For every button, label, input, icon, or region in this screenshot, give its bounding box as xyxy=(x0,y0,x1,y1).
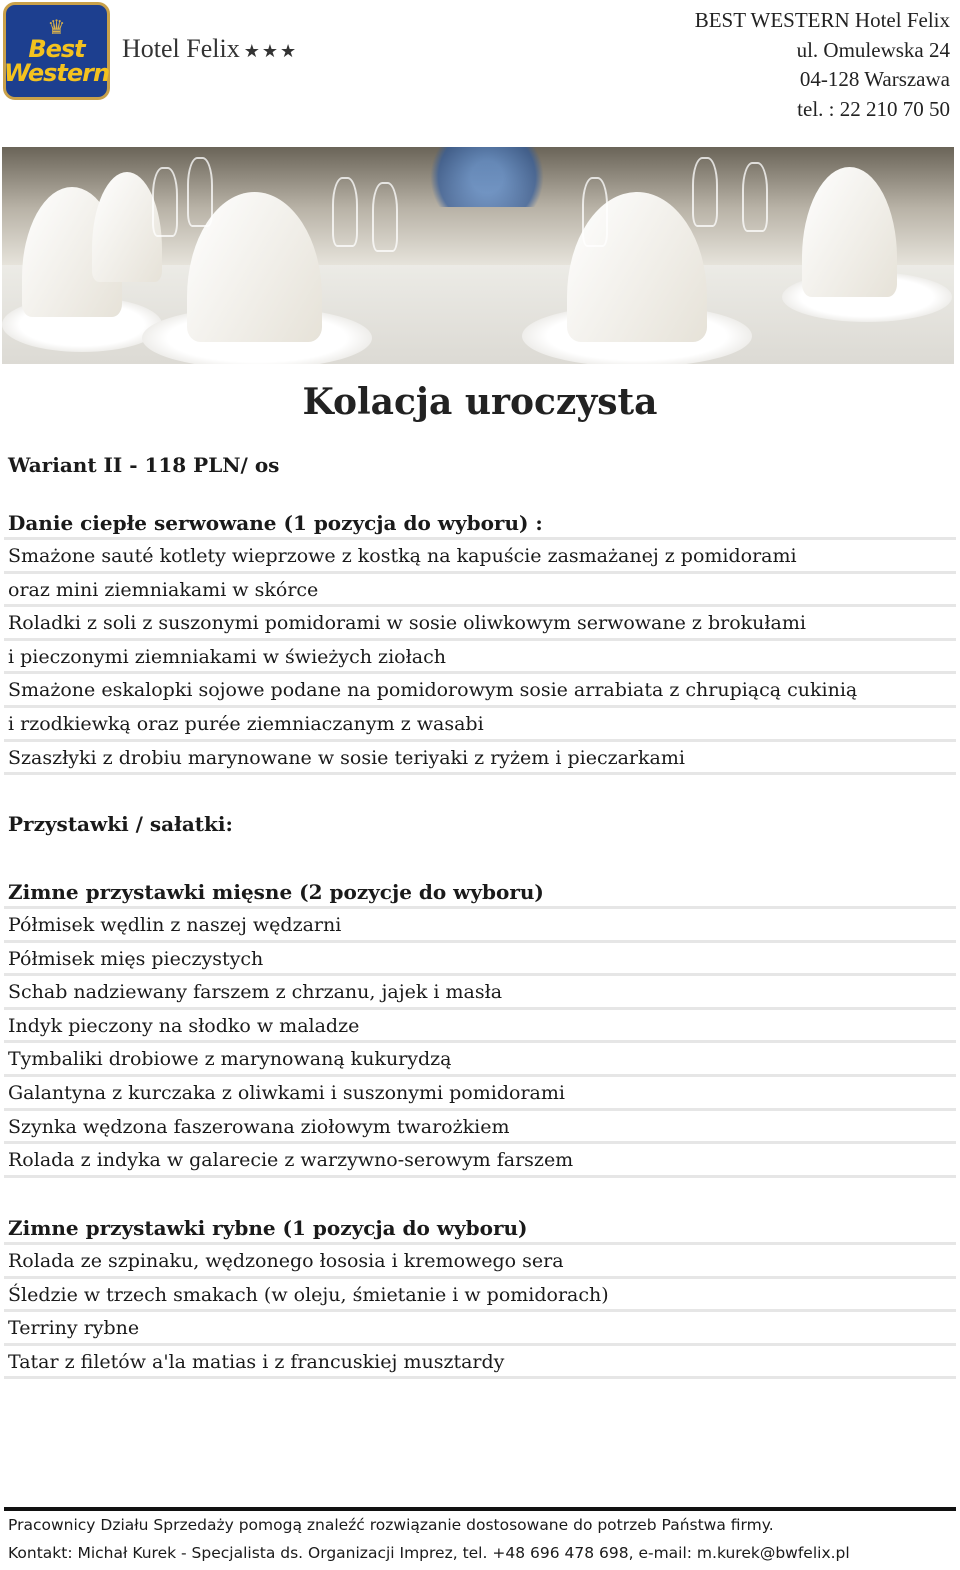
flower-centerpiece xyxy=(412,147,562,207)
wine-glass xyxy=(372,182,398,252)
address-line: BEST WESTERN Hotel Felix xyxy=(694,8,950,32)
menu-line: i rzodkiewką oraz purée ziemniaczanym z wasabi xyxy=(4,708,956,742)
starters-heading: Przystawki / sałatki: xyxy=(8,812,233,836)
hotel-address xyxy=(695,6,950,124)
menu-line: Terriny rybne xyxy=(4,1312,956,1346)
logo-text-western: Western xyxy=(3,59,110,87)
address-line: ul. Omulewska 24 xyxy=(796,37,950,62)
banquet-table-photo xyxy=(2,147,954,364)
wine-glass xyxy=(742,162,768,232)
footer xyxy=(4,1507,956,1567)
wine-glass xyxy=(692,157,718,227)
menu-line: Rolada ze szpinaku, wędzonego łososia i kremowego sera xyxy=(4,1245,956,1279)
menu-line: Śledzie w trzech smakach (w oleju, śmietanie i w pomidorach) xyxy=(4,1279,956,1313)
wine-glass xyxy=(152,167,178,237)
variant-price: Wariant II - 118 PLN/ os xyxy=(8,453,280,477)
menu-line: Tatar z filetów a'la matias i z francuskiej musztardy xyxy=(4,1346,956,1380)
menu-line: Rolada z indyka w galarecie z warzywno-serowym farszem xyxy=(4,1144,956,1178)
menu-line: Schab nadziewany farszem z chrzanu, jajek i masła xyxy=(4,976,956,1010)
main-course-section xyxy=(4,506,956,775)
cold-meat-section xyxy=(4,875,956,1178)
menu-line: Roladki z soli z suszonymi pomidorami w sosie oliwkowym serwowane z brokułami xyxy=(4,607,956,641)
menu-line: Półmisek mięs pieczystych xyxy=(4,943,956,977)
address-line: 04-128 Warszawa xyxy=(799,67,950,91)
logo-text-best: Best xyxy=(28,35,85,63)
menu-line: Szaszłyki z drobiu marynowane w sosie teriyaki z ryżem i pieczarkami xyxy=(4,742,956,776)
section-title: Zimne przystawki mięsne (2 pozycje do wyboru) xyxy=(4,875,956,909)
section-title: Danie ciepłe serwowane (1 pozycja do wyboru) : xyxy=(4,506,956,540)
menu-line: Szynka wędzona faszerowana ziołowym twarożkiem xyxy=(4,1111,956,1145)
hotel-name: Hotel Felix xyxy=(122,34,240,63)
crown-icon: ♛ xyxy=(47,15,66,39)
menu-line: Galantyna z kurczaka z oliwkami i suszonymi pomidorami xyxy=(4,1077,956,1111)
section-title: Zimne przystawki rybne (1 pozycja do wyboru) xyxy=(4,1211,956,1245)
footer-contact: Kontakt: Michał Kurek - Specjalista ds. Organizacji Imprez, tel. +48 696 478 698, e-mail: m.kurek@bwfelix.pl xyxy=(8,1544,850,1562)
cold-fish-section xyxy=(4,1211,956,1379)
menu-line: Smażone sauté kotlety wieprzowe z kostką na kapuście zasmażanej z pomidorami xyxy=(4,540,956,574)
menu-line: oraz mini ziemniakami w skórce xyxy=(4,574,956,608)
hotel-brand xyxy=(122,34,298,64)
page-title: Kolacja uroczysta xyxy=(302,381,658,423)
wine-glass xyxy=(582,177,608,247)
menu-line: Półmisek wędlin z naszej wędzarni xyxy=(4,909,956,943)
menu-line: Indyk pieczony na słodko w maladze xyxy=(4,1010,956,1044)
wine-glass xyxy=(332,177,358,247)
star-rating-icon: ★★★ xyxy=(243,41,299,62)
menu-line: Smażone eskalopki sojowe podane na pomidorowym sosie arrabiata z chrupiącą cukinią xyxy=(4,674,956,708)
address-phone: tel. : 22 210 70 50 xyxy=(797,96,950,121)
napkin xyxy=(802,167,897,297)
best-western-logo xyxy=(3,2,110,100)
menu-line: i pieczonymi ziemniakami w świeżych ziołach xyxy=(4,641,956,675)
footer-note: Pracownicy Działu Sprzedaży pomogą znaleźć rozwiązanie dostosowane do potrzeb Państwa firmy. xyxy=(8,1516,774,1534)
menu-line: Tymbaliki drobiowe z marynowaną kukurydzą xyxy=(4,1043,956,1077)
wine-glass xyxy=(187,157,213,227)
